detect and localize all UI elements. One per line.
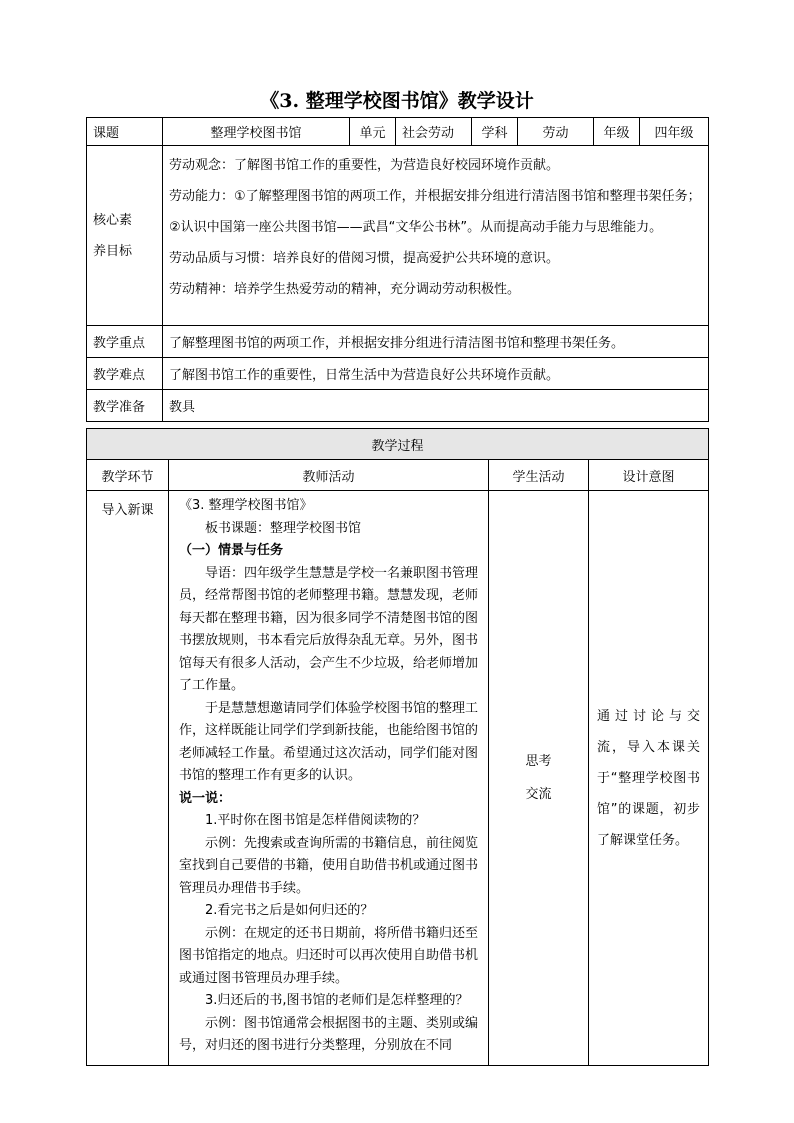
teacher-line: 板书课题：整理学校图书馆 [205,520,362,536]
question-2: 2.看完书之后是如何归还的？ [205,903,374,918]
col-stage: 教学环节 [87,460,169,491]
unit-value: 社会劳动 [396,118,472,146]
subject-label: 学科 [472,118,518,146]
preparation-label: 教学准备 [87,390,163,422]
question-3: 3.归还后的书,图书馆的老师们是怎样整理的？ [205,993,469,1008]
goals-content [163,146,709,326]
unit-label: 单元 [350,118,396,146]
teacher-line: 《3. 整理学校图书馆》 [179,498,313,513]
process-table [86,428,709,1066]
student-activity: 思考 交流 [489,491,589,1066]
key-points-value: 了解整理图书馆的两项工作，并根据安排分组进行清洁图书馆和整理书架任务。 [163,326,709,358]
difficulties-value: 了解图书馆工作的重要性，日常生活中为营造良好公共环境作贡献。 [163,358,709,390]
teacher-activity [169,491,489,1066]
goal-concept: 劳动观念：了解图书馆工作的重要性，为营造良好校园环境作贡献。 [169,158,560,173]
stage-cell: 导入新课 [87,491,169,1066]
difficulties-label: 教学难点 [87,358,163,390]
lesson-label: 课题 [87,118,163,146]
teacher-paragraph: 导语：四年级学生慧慧是学校一名兼职图书管理员，经常帮图书馆的老师整理书籍。慧慧发现，老师每天都在整理书籍，因为很多同学不清楚图书馆的图书摆放规则，书本看完后放得杂乱无章。另外，图书馆每天有很多人活动，会产生不少垃圾，给老师增加了工作量。 [179,565,479,693]
subject-value: 劳动 [518,118,594,146]
col-design: 设计意图 [589,460,709,491]
goals-label: 核心素 养目标 [87,146,163,326]
grade-label: 年级 [594,118,640,146]
col-teacher: 教师活动 [169,460,489,491]
col-student: 学生活动 [489,460,589,491]
teacher-paragraph: 于是慧慧想邀请同学们体验学校图书馆的整理工作，这样既能让同学们学到新技能，也能给图书馆的老师减轻工作量。希望通过这次活动，同学们能对图书馆的整理工作有更多的认识。 [179,700,479,783]
question-1: 1.平时你在图书馆是怎样借阅读物的？ [205,813,426,828]
lesson-info-table [86,117,709,422]
teacher-section-heading: （一）情景与任务 [179,543,284,558]
goal-spirit: 劳动精神：培养学生热爱劳动的精神，充分调动劳动积极性。 [169,282,521,297]
process-header: 教学过程 [87,429,709,460]
grade-value: 四年级 [640,118,709,146]
page-title: 《3. 整理学校图书馆》教学设计 [260,90,534,112]
answer-3: 示例：图书馆通常会根据图书的主题、类别或编号，对归还的图书进行分类整理，分别放在不同 [179,1015,479,1053]
goal-quality: 劳动品质与习惯：培养良好的借阅习惯，提高爱护公共环境的意识。 [169,251,560,266]
answer-2: 示例：在规定的还书日期前，将所借书籍归还至图书馆指定的地点。归还时可以再次使用自助借书机或通过图书管理员办理手续。 [179,925,479,986]
goal-ability: 劳动能力：①了解整理图书馆的两项工作，并根据安排分组进行清洁图书馆和整理书架任务；②认识中国第一座公共图书馆——武昌“文华公书林”。从而提高动手能力与思维能力。 [169,189,701,235]
preparation-value: 教具 [163,390,709,422]
teacher-subheading: 说一说： [179,790,232,806]
design-intent: 通过讨论与交流，导入本课关于“整理学校图书馆”的课题，初步了解课堂任务。 [589,491,709,1066]
lesson-value: 整理学校图书馆 [163,118,350,146]
key-points-label: 教学重点 [87,326,163,358]
answer-1: 示例：先搜索或查询所需的书籍信息，前往阅览室找到自己要借的书籍，使用自助借书机或通过图书管理员办理借书手续。 [179,835,479,896]
